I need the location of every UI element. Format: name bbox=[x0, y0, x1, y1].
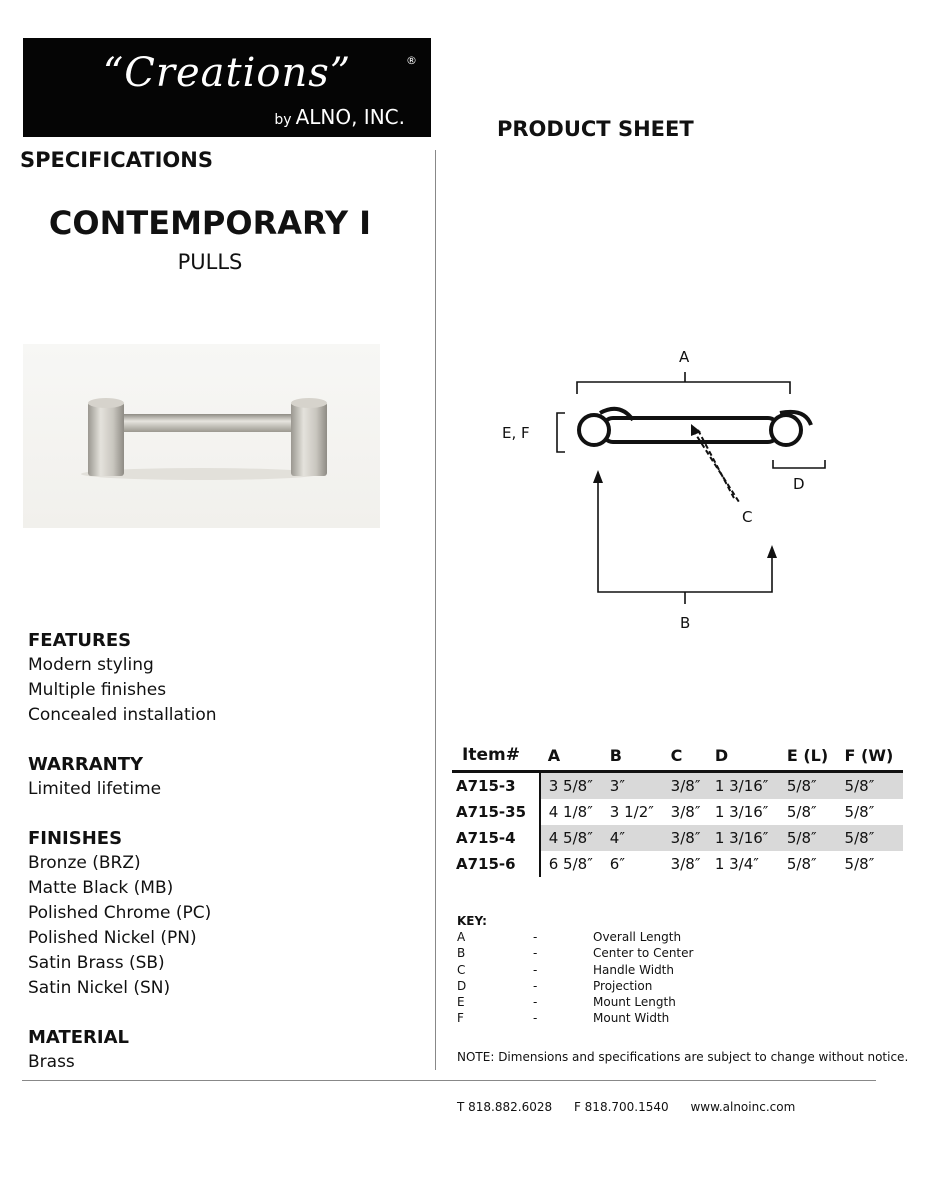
column-header: Item# bbox=[462, 745, 520, 765]
key-row: F - Mount Width bbox=[457, 1011, 670, 1026]
table-cell: A715-35 bbox=[452, 799, 540, 825]
phone-number: T 818.882.6028 bbox=[457, 1100, 553, 1114]
table-cell: 5/8″ bbox=[844, 855, 875, 873]
finishes-section bbox=[28, 826, 217, 1001]
footer-divider bbox=[22, 1080, 876, 1081]
label-c: C bbox=[742, 508, 753, 526]
table-cell: 1 3/16″ bbox=[707, 772, 779, 800]
table-cell: 3″ bbox=[602, 772, 663, 800]
table-cell: 6″ bbox=[609, 855, 625, 873]
table-cell: 3 5/8″ bbox=[540, 772, 602, 800]
feature-item: Modern styling bbox=[28, 655, 154, 675]
fax-number: F 818.700.1540 bbox=[573, 1100, 669, 1114]
finish-item: Polished Nickel (PN) bbox=[28, 928, 197, 948]
table-row bbox=[452, 825, 903, 851]
key-row: B - Center to Center bbox=[457, 946, 694, 961]
column-header: C bbox=[670, 745, 683, 765]
table-cell: A715-4 bbox=[452, 825, 540, 851]
finish-item: Polished Chrome (PC) bbox=[28, 903, 212, 923]
column-header: F (W) bbox=[844, 745, 894, 765]
finish-item: Bronze (BRZ) bbox=[28, 853, 141, 873]
column-header: B bbox=[609, 745, 622, 765]
label-d: D bbox=[793, 475, 805, 493]
contact-info bbox=[457, 1100, 813, 1114]
dimensions-table bbox=[452, 744, 903, 877]
warranty-section bbox=[28, 752, 217, 802]
table-cell: 5/8″ bbox=[779, 772, 837, 800]
feature-item: Concealed installation bbox=[28, 705, 217, 725]
table-cell: 1 3/16″ bbox=[707, 825, 779, 851]
disclaimer-note: NOTE: Dimensions and specifications are subject to change without notice. bbox=[457, 1050, 909, 1064]
material-heading: MATERIAL bbox=[28, 1027, 129, 1048]
label-b: B bbox=[680, 614, 691, 632]
table-cell: A715-6 bbox=[452, 851, 540, 877]
key-row: A - Overall Length bbox=[457, 930, 682, 944]
product-subtitle: PULLS bbox=[177, 250, 243, 274]
finish-item: Satin Nickel (SN) bbox=[28, 978, 171, 998]
product-title: CONTEMPORARY I bbox=[48, 204, 372, 242]
table-header-row bbox=[452, 744, 903, 772]
brand-logo bbox=[23, 38, 431, 137]
table-cell: 3/8″ bbox=[663, 825, 707, 851]
material-item: Brass bbox=[28, 1052, 75, 1072]
label-e-f: E, F bbox=[502, 424, 530, 442]
finish-item: Satin Brass (SB) bbox=[28, 953, 165, 973]
table-cell: 3 1/2″ bbox=[609, 803, 654, 821]
pull-handle-image bbox=[23, 344, 380, 528]
warranty-heading: WARRANTY bbox=[28, 754, 144, 775]
warranty-item: Limited lifetime bbox=[28, 779, 162, 799]
key-heading: KEY: bbox=[457, 914, 487, 928]
dimension-diagram bbox=[495, 340, 855, 640]
table-cell: 5/8″ bbox=[786, 803, 817, 821]
finishes-heading: FINISHES bbox=[28, 828, 123, 849]
column-header: E (L) bbox=[786, 745, 829, 765]
logo-registered-mark: ® bbox=[406, 54, 417, 67]
table-cell: 5/8″ bbox=[779, 825, 837, 851]
column-divider bbox=[435, 150, 436, 1070]
key-row: C - Handle Width bbox=[457, 962, 674, 977]
table-cell: A715-3 bbox=[452, 772, 540, 800]
product-sheet-heading: PRODUCT SHEET bbox=[497, 117, 694, 141]
key-row: D - Projection bbox=[457, 978, 653, 993]
table-cell: 3/8″ bbox=[663, 772, 707, 800]
table-cell: 4 1/8″ bbox=[548, 803, 593, 821]
column-header: A bbox=[547, 745, 561, 765]
table-row bbox=[452, 851, 903, 877]
table-cell: 5/8″ bbox=[844, 803, 875, 821]
table-cell: 4″ bbox=[602, 825, 663, 851]
dimension-key bbox=[457, 914, 817, 1028]
specifications-heading: SPECIFICATIONS bbox=[20, 148, 213, 172]
table-cell: 3/8″ bbox=[670, 803, 701, 821]
table-row bbox=[452, 772, 903, 800]
table-cell: 5/8″ bbox=[837, 825, 903, 851]
table-cell: 1 3/16″ bbox=[714, 803, 769, 821]
table-cell: 4 5/8″ bbox=[540, 825, 602, 851]
table-cell: 1 3/4″ bbox=[714, 855, 759, 873]
features-section bbox=[28, 628, 217, 728]
material-section bbox=[28, 1025, 217, 1075]
table-cell: 5/8″ bbox=[837, 772, 903, 800]
table-cell: 6 5/8″ bbox=[548, 855, 593, 873]
key-row: E - Mount Length bbox=[457, 995, 676, 1010]
logo-byline: by ALNO, INC. bbox=[274, 105, 405, 129]
info-column bbox=[28, 628, 217, 1099]
table-cell: 5/8″ bbox=[786, 855, 817, 873]
logo-script-text: “Creations” bbox=[102, 50, 352, 96]
label-a: A bbox=[679, 348, 690, 366]
product-photo bbox=[23, 344, 380, 528]
finish-item: Matte Black (MB) bbox=[28, 878, 174, 898]
table-row bbox=[452, 799, 903, 825]
website-link[interactable]: www.alnoinc.com bbox=[690, 1100, 796, 1114]
feature-item: Multiple finishes bbox=[28, 680, 167, 700]
features-heading: FEATURES bbox=[28, 630, 132, 651]
column-header: D bbox=[714, 745, 729, 765]
table-cell: 3/8″ bbox=[670, 855, 701, 873]
